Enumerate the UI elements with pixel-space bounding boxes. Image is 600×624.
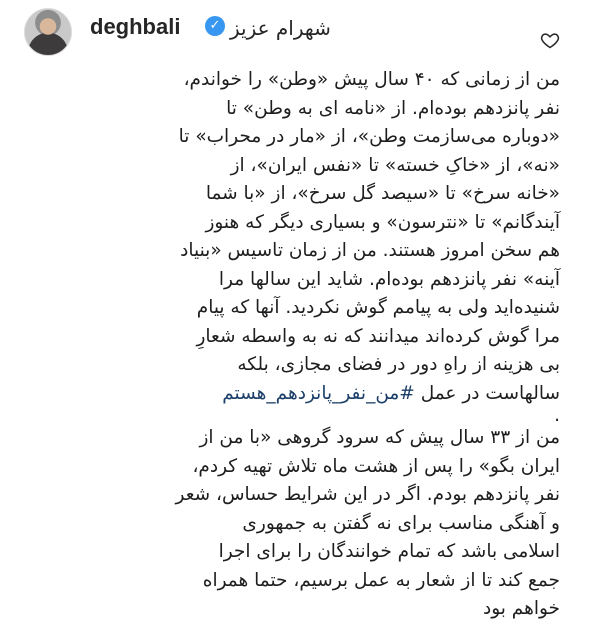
avatar[interactable] [24, 8, 72, 56]
heart-outline-icon[interactable] [540, 30, 560, 50]
caption-line: ایران بگو» را پس از هشت ماه تلاش تهیه کردم، [192, 455, 560, 477]
caption-paragraph-1 [38, 66, 560, 408]
caption-line: «خانه سرخ» تا «سیصد گل سرخ»، از «با شما [205, 183, 560, 204]
caption-line: شنیده‌اید ولی به پیامم گوش نکردید. آنها که پیام [196, 297, 560, 318]
username[interactable]: deghbali [90, 14, 181, 39]
caption-line: «نه»، از «خاکِ خسته» تا «نفس ایران»، از [230, 154, 560, 176]
caption-line: «دوباره می‌سازمت وطن»، از «مار در محراب» تا [178, 126, 560, 147]
caption-line: بی هزینه از راهِ دور در فضای مجازی، بلکه [237, 354, 560, 375]
caption-line: اسلامی باشد که تمام خوانندگان را برای اجرا [218, 541, 560, 562]
verified-badge-icon: ✓ [205, 16, 225, 36]
caption-line: خواهم بود [482, 598, 560, 619]
separator-dot: . [554, 405, 560, 426]
caption-paragraph-2 [38, 424, 560, 624]
caption-line: نفر پانزدهم بودم. اگر در این شرایط حساس، شعر [175, 484, 560, 505]
caption-line: آینه» نفر پانزدهم بوده‌ام. شاید این سالها مرا [218, 268, 560, 290]
caption-line: جمع کند تا از شعار به عمل برسیم، حتما همراه [202, 569, 560, 591]
caption-text: سالهاست در عمل [420, 382, 560, 404]
post-caption [38, 66, 560, 624]
caption-line: مرا گوش کرده‌اند میدانند که نه به واسطه شعارِ [196, 325, 560, 347]
caption-line: آیندگانم» تا «نترسون» و بسیاری دیگر که هنوز [205, 211, 560, 233]
caption-line: من از زمانی که ۴۰ سال پیش «وطن» را خواندم، [183, 69, 560, 90]
post-header [0, 0, 600, 58]
hashtag-link[interactable]: #من_نفر_پانزدهم_هستم [222, 382, 415, 404]
caption-line-with-hashtag [38, 380, 560, 409]
caption-line: هم سخن امروز هستند. من از زمان تاسیس «بنیاد [180, 240, 560, 261]
caption-line: نفر پانزدهم بوده‌ام. از «نامه ای به وطن» تا [226, 97, 560, 119]
display-name: شهرام عزیز [230, 16, 331, 40]
caption-line: و آهنگی مناسب برای نه گفتن به جمهوری [242, 512, 560, 534]
caption-line: من از ۳۳ سال پیش که سرود گروهی «با من از [199, 427, 560, 448]
